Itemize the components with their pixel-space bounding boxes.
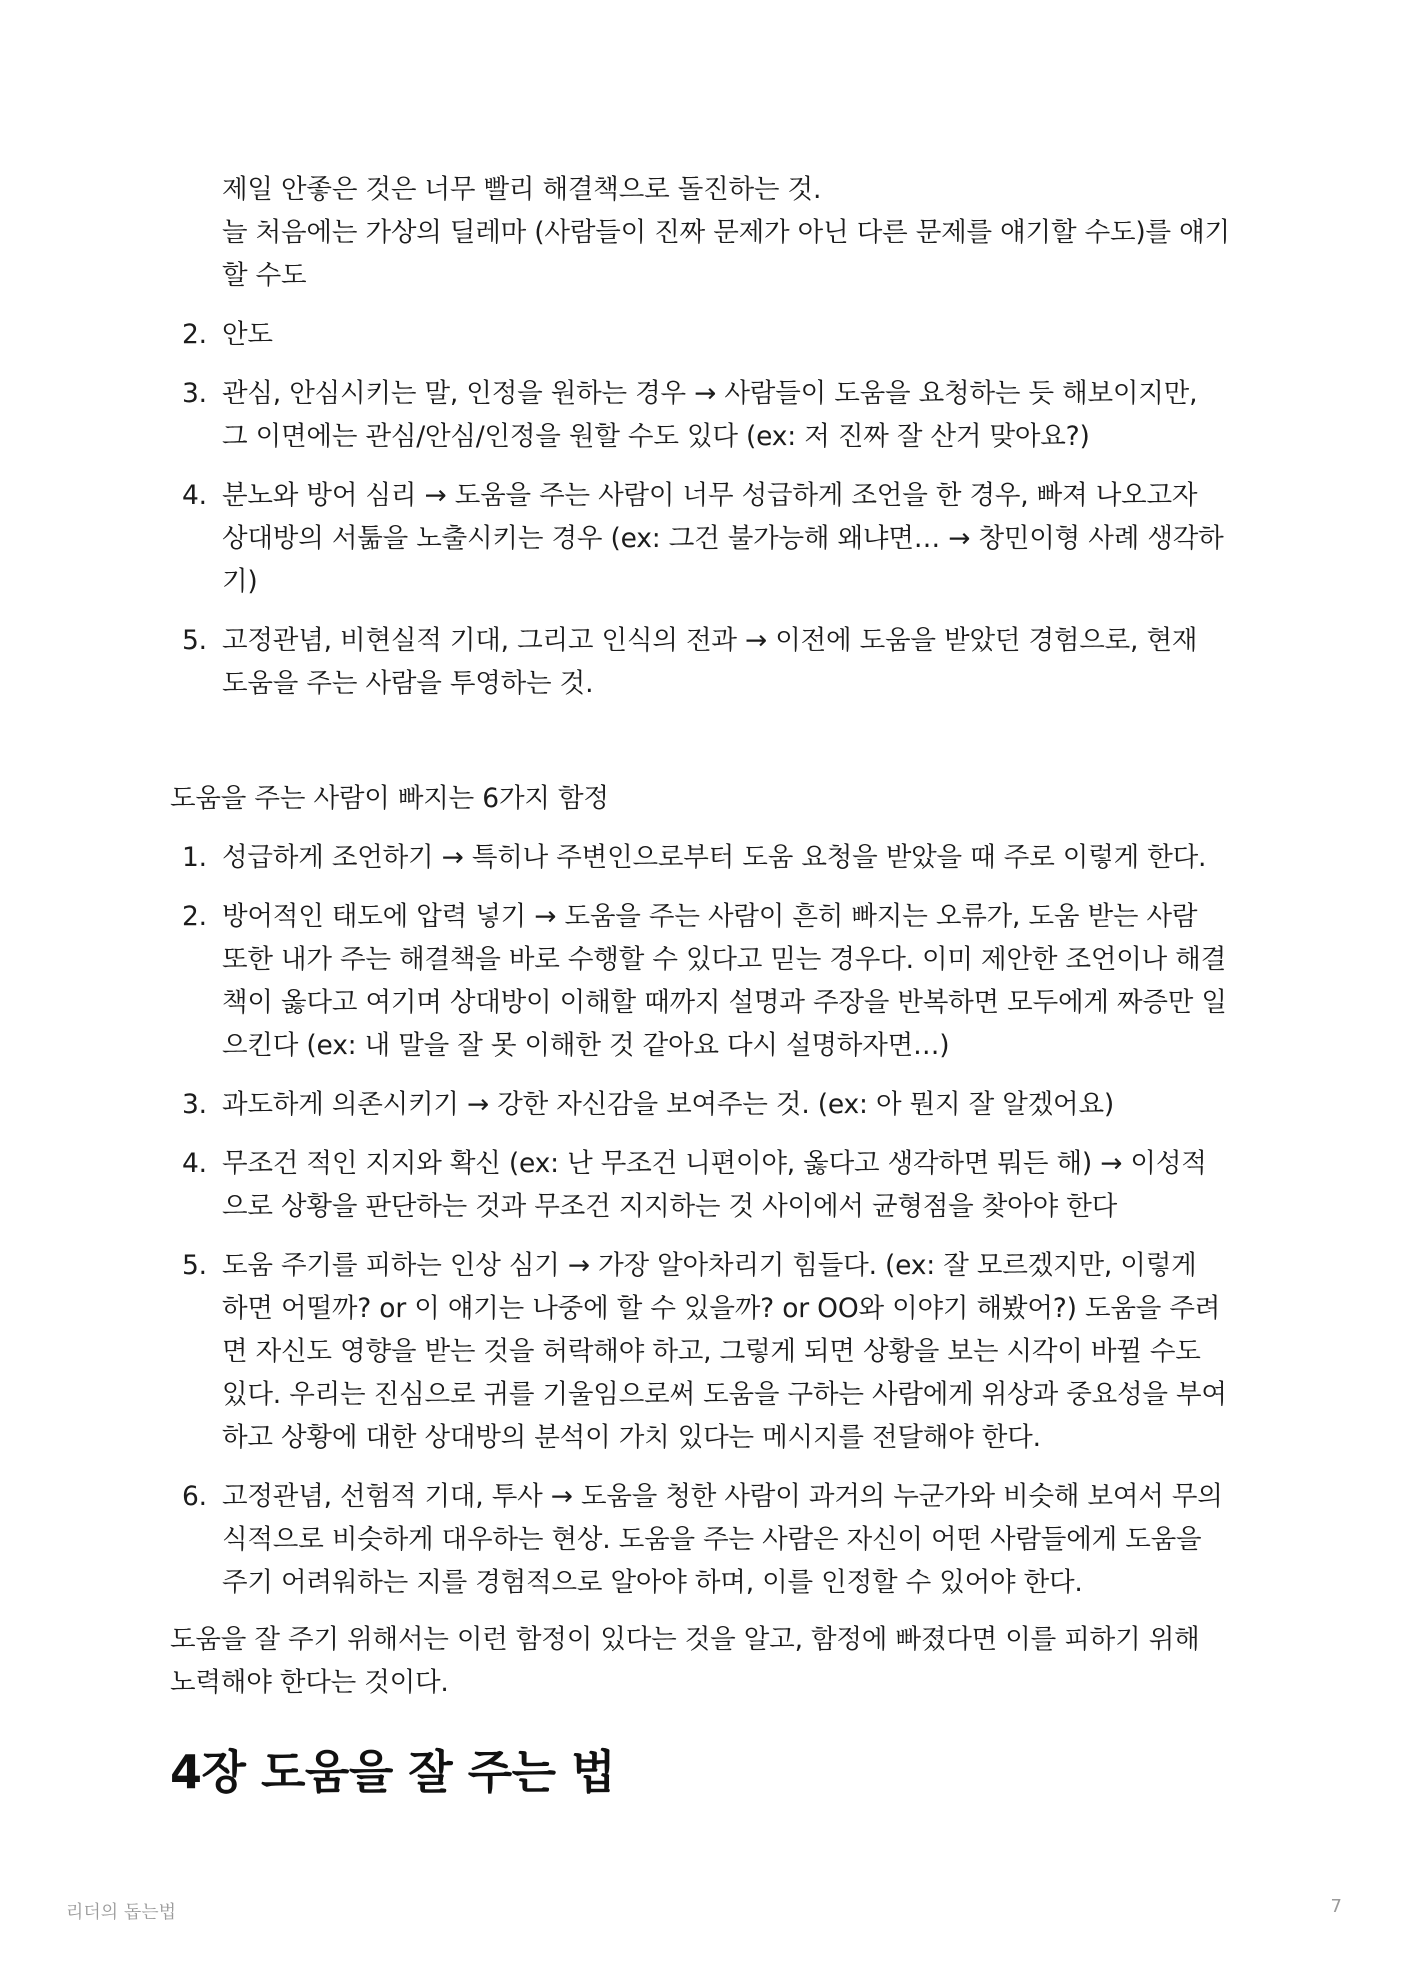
intro-line-1: 제일 안좋은 것은 너무 빨리 해결책으로 돌진하는 것.	[222, 174, 822, 205]
intro-block	[170, 168, 1230, 297]
list-text: 과도하게 의존시키기 → 강한 자신감을 보여주는 것. (ex: 아 뭔지 잘 알겠어요)	[222, 1089, 1114, 1120]
list-text: 도움 주기를 피하는 인상 심기 → 가장 알아차리기 힘들다. (ex: 잘 모르겠지만, 이렇게 하면 어떨까? or 이 얘기는 나중에 할 수 있을까? or OO와 이야기 해봤어?) 도움을 주려면 자신도 영향을 받는 것을 허락해야 하고, 그렇게 되면 상황을 보는 시각이 바뀔 수도 있다. 우리는 진심으로 귀를 기울임으로써 도움을 구하는 사람에게 위상과 중요성을 부여하고 상황에 대한 상대방의 분석이 가치 있다는 메시지를 전달해야 한다.	[222, 1250, 1227, 1453]
list-number: 4.	[182, 1148, 207, 1179]
list-item	[170, 619, 1230, 705]
list-number: 1.	[182, 842, 207, 873]
list-item	[170, 1244, 1230, 1459]
traps-list	[170, 836, 1230, 1604]
list-item	[170, 895, 1230, 1067]
footer-page-number: 7	[1330, 1896, 1342, 1917]
list-number: 4.	[182, 480, 207, 511]
section-label: 도움을 주는 사람이 빠지는 6가지 함정	[170, 783, 609, 814]
list-item	[170, 372, 1230, 458]
list-number: 3.	[182, 1089, 207, 1120]
chapter-heading: 4장 도움을 잘 주는 법	[170, 1745, 616, 1799]
list-text: 고정관념, 비현실적 기대, 그리고 인식의 전과 → 이전에 도움을 받았던 경험으로, 현재 도움을 주는 사람을 투영하는 것.	[222, 625, 1198, 699]
list-text: 관심, 안심시키는 말, 인정을 원하는 경우 → 사람들이 도움을 요청하는 듯 해보이지만, 그 이면에는 관심/안심/인정을 원할 수도 있다 (ex: 저 진짜 잘 산거 맞아요?)	[222, 378, 1198, 452]
list-number: 5.	[182, 625, 207, 656]
list-number: 2.	[182, 901, 207, 932]
list-text: 분노와 방어 심리 → 도움을 주는 사람이 너무 성급하게 조언을 한 경우, 빠져 나오고자 상대방의 서툶을 노출시키는 경우 (ex: 그건 불가능해 왜냐면… → 창민이형 사례 생각하기)	[222, 480, 1224, 597]
first-list	[170, 313, 1230, 705]
list-item	[170, 313, 1230, 356]
list-number: 2.	[182, 319, 207, 350]
list-number: 3.	[182, 378, 207, 409]
list-text: 안도	[222, 319, 273, 350]
list-item	[170, 1142, 1230, 1228]
list-number: 6.	[182, 1481, 207, 1512]
list-number: 5.	[182, 1250, 207, 1281]
list-item	[170, 1475, 1230, 1604]
page-content	[170, 168, 1230, 1802]
closing-paragraph: 도움을 잘 주기 위해서는 이런 함정이 있다는 것을 알고, 함정에 빠졌다면 이를 피하기 위해 노력해야 한다는 것이다.	[170, 1624, 1200, 1698]
list-item	[170, 474, 1230, 603]
footer-book-title: 리더의 돕는법	[66, 1902, 177, 1923]
list-text: 성급하게 조언하기 → 특히나 주변인으로부터 도움 요청을 받았을 때 주로 이렇게 한다.	[222, 842, 1207, 873]
list-text: 방어적인 태도에 압력 넣기 → 도움을 주는 사람이 흔히 빠지는 오류가, 도움 받는 사람 또한 내가 주는 해결책을 바로 수행할 수 있다고 믿는 경우다. 이미 제안한 조언이나 해결책이 옳다고 여기며 상대방이 이해할 때까지 설명과 주장을 반복하면 모두에게 짜증만 일으킨다 (ex: 내 말을 잘 못 이해한 것 같아요 다시 설명하자면…)	[222, 901, 1227, 1061]
list-item	[170, 836, 1230, 879]
list-item	[170, 1083, 1230, 1126]
list-text: 고정관념, 선험적 기대, 투사 → 도움을 청한 사람이 과거의 누군가와 비슷해 보여서 무의식적으로 비슷하게 대우하는 현상. 도움을 주는 사람은 자신이 어떤 사람들에게 도움을 주기 어려워하는 지를 경험적으로 알아야 하며, 이를 인정할 수 있어야 한다.	[222, 1481, 1223, 1598]
intro-line-2: 늘 처음에는 가상의 딜레마 (사람들이 진짜 문제가 아닌 다른 문제를 얘기할 수도)를 얘기할 수도	[222, 217, 1230, 291]
list-text: 무조건 적인 지지와 확신 (ex: 난 무조건 니편이야, 옳다고 생각하면 뭐든 해) → 이성적으로 상황을 판단하는 것과 무조건 지지하는 것 사이에서 균형점을 찾아야 한다	[222, 1148, 1207, 1222]
